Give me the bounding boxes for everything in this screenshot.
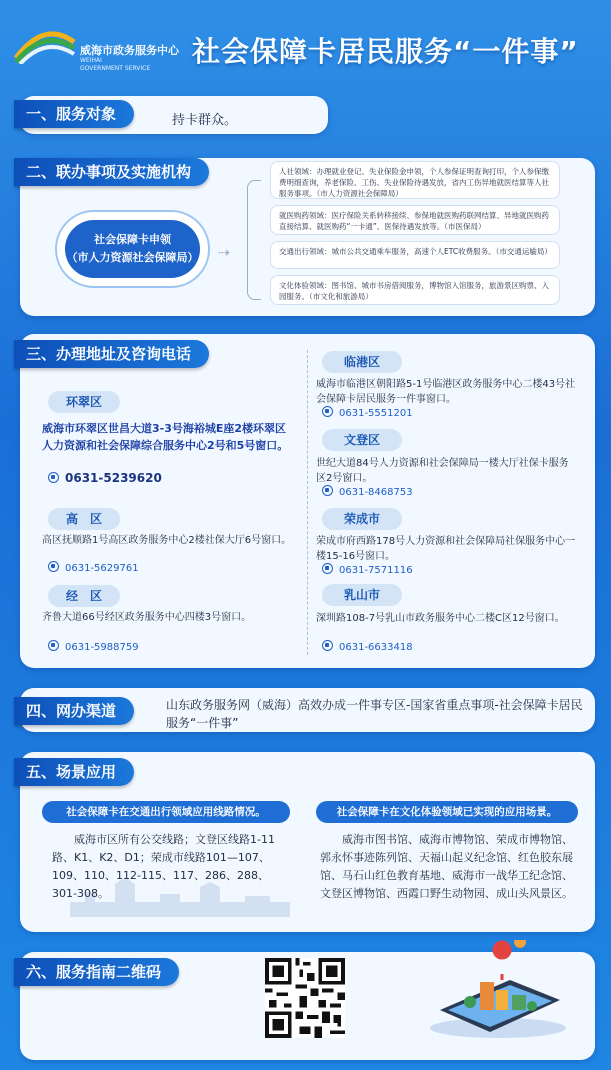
header	[0, 0, 611, 92]
address-rongcheng: 荣成市府西路178号人力资源和社会保障局社保服务中心一楼15-16号窗口。	[316, 536, 576, 562]
area-gaoqu: 高 区	[48, 508, 120, 530]
area-rongcheng: 荣成市	[322, 508, 402, 530]
transport-scenario-heading: 社会保障卡在交通出行领域应用线路情况。	[42, 801, 290, 823]
phone-city-illustration	[420, 940, 570, 1040]
phone-icon	[48, 640, 59, 651]
address-wendeng: 世纪大道84号人力资源和社会保障局一楼大厅社保卡服务区2号窗口。	[316, 458, 569, 484]
logo-icon	[14, 24, 76, 64]
phone-icon	[48, 561, 59, 572]
section-1-tag: 一、服务对象	[14, 100, 134, 128]
section-4-tag: 四、网办渠道	[14, 697, 134, 725]
area-wendeng: 文登区	[322, 429, 402, 451]
column-divider	[307, 350, 308, 655]
phone-lingang: 0631-5551201	[322, 406, 413, 419]
card-application-node: 社会保障卡申领 （市人力资源社会保障局）	[55, 210, 210, 288]
area-lingang: 临港区	[322, 351, 402, 373]
phone-huancui: 0631-5239620	[48, 471, 162, 485]
address-huancui: 威海市环翠区世昌大道3-3号海裕城E座2楼环翠区人力资源和社会保障综合服务中心2号和5号窗口。	[42, 422, 289, 452]
online-channel-text: 山东政务服务网（威海）高效办成一件事专区-国家省重点事项-社会保障卡居民服务“一件事”	[166, 698, 583, 730]
address-rushan: 深圳路108-7号乳山市政务服务中心二楼C区12号窗口。	[316, 613, 565, 624]
phone-icon	[322, 563, 333, 574]
qr-code-icon[interactable]	[265, 958, 345, 1038]
area-jingqu: 经 区	[48, 585, 120, 607]
phone-icon	[322, 485, 333, 496]
service-target-text: 持卡群众。	[172, 113, 238, 128]
culture-scenario-body: 威海市图书馆、威海市博物馆、荣成市博物馆、郭永怀事迹陈列馆、天福山起义纪念馆、红色胶东展馆、马石山红色教育基地、威海市一战华工纪念馆、文登区博物馆、西霞口野生动物园、成山头风景区。	[320, 833, 573, 900]
section-3-tag: 三、办理地址及咨询电话	[14, 340, 209, 368]
phone-icon	[48, 472, 59, 483]
domain-transport: 交通出行领域：城市公共交通乘车服务，高速个人ETC收费服务。（市交通运输局）	[270, 241, 560, 269]
phone-icon	[322, 406, 333, 417]
address-gaoqu: 高区抚顺路1号高区政务服务中心2楼社保大厅6号窗口。	[42, 535, 292, 546]
page-title: 社会保障卡居民服务“一件事”	[192, 35, 579, 68]
phone-gaoqu: 0631-5629761	[48, 561, 139, 574]
section-6-tag: 六、服务指南二维码	[14, 958, 179, 986]
address-lingang: 威海市临港区朝阳路5-1号临港区政务服务中心二楼43号社会保障卡居民服务一件事窗口。	[316, 379, 576, 405]
phone-icon	[322, 640, 333, 651]
domain-medical: 就医购药领域：医疗保险关系转移接续、参保地就医购药联网结算、异地就医购药直接结算、就医购药“一卡通”、医保待遇发放等。（市医保局）	[270, 205, 560, 235]
phone-rongcheng: 0631-7571116	[322, 563, 413, 576]
org-name: 威海市政务服务中心	[80, 44, 179, 57]
domain-culture: 文化体验领域：图书馆、城市书房借阅服务，博物馆入馆服务，旅游景区购票、入园服务。（市文化和旅游局）	[270, 275, 560, 305]
transport-scenario-body: 威海市区所有公交线路；文登区线路1-11路、K1、K2、D1；荣成市线路101—107、109、110、112-115、117、286、288、301-308。	[52, 833, 275, 900]
bracket-connector	[247, 180, 261, 300]
org-name-en: WEIHAI GOVERNMENT SERVICE	[80, 57, 151, 72]
phone-wendeng: 0631-8468753	[322, 485, 413, 498]
phone-rushan: 0631-6633418	[322, 640, 413, 653]
phone-jingqu: 0631-5988759	[48, 640, 139, 653]
culture-scenario-heading: 社会保障卡在文化体验领域已实现的应用场景。	[316, 801, 578, 823]
arrow-icon: ⇢	[218, 245, 230, 261]
area-huancui: 环翠区	[48, 391, 120, 413]
area-rushan: 乳山市	[322, 584, 402, 606]
section-5-tag: 五、场景应用	[14, 758, 134, 786]
section-2-tag: 二、联办事项及实施机构	[14, 158, 209, 186]
domain-hr: 人社领域：办理就业登记、失业保险金申领，个人参保证明查询打印，个人参保缴费明细查询，养老保险、工伤、失业保险待遇发放，省内工伤异地就医结算等人社服务事项。（市人力资源社会保障局）	[270, 161, 560, 199]
address-jingqu: 齐鲁大道66号经区政务服务中心四楼3号窗口。	[42, 612, 252, 623]
